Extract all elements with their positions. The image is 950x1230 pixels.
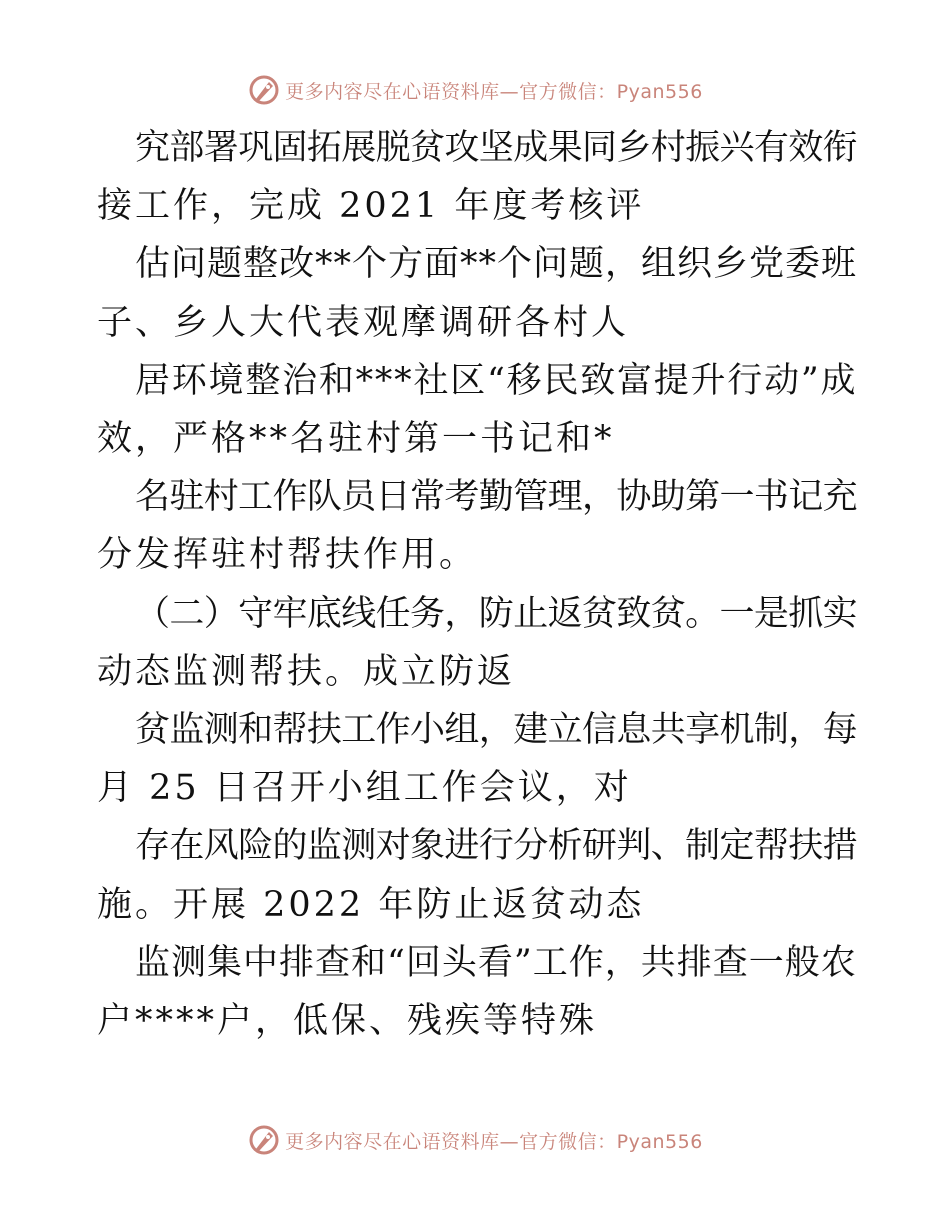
body-line: 名驻村工作队员日常考勤管理，协助第一书记充 [135, 477, 858, 518]
body-line: 分发挥驻村帮扶作用。 [97, 535, 478, 576]
body-line: 施。开展 2022 年防止返贫动态 [97, 884, 645, 925]
footer-watermark [0, 1120, 950, 1160]
body-line: 估问题整改**个方面**个问题，组织乡党委班 [135, 244, 858, 285]
body-line: 户****户，低保、残疾等特殊 [97, 1001, 598, 1041]
body-line: 接工作，完成 2021 年度考核评 [97, 186, 645, 227]
body-line: 子、乡人大代表观摩调研各村人 [97, 302, 630, 343]
watermark-text: 更多内容尽在心语资料库—官方微信：Pyan556 [285, 80, 703, 103]
header-watermark [0, 70, 950, 110]
body-line: 效，严格**名驻村第一书记和* [97, 419, 615, 459]
pen-nib-circle-icon [247, 73, 281, 107]
body-line: 存在风险的监测对象进行分析研判、制定帮扶措 [135, 826, 858, 867]
pen-nib-circle-icon [247, 1123, 281, 1157]
body-line: 究部署巩固拓展脱贫攻坚成果同乡村振兴有效衔 [135, 128, 858, 168]
body-line: 动态监测帮扶。成立防返 [97, 651, 516, 692]
watermark-text: 更多内容尽在心语资料库—官方微信：Pyan556 [285, 1130, 703, 1153]
body-line: 贫监测和帮扶工作小组，建立信息共享机制，每 [135, 710, 858, 750]
body-line: 居环境整治和***社区“移民致富提升行动”成 [135, 360, 858, 401]
body-line: （二）守牢底线任务，防止返贫致贫。一是抓实 [135, 593, 858, 634]
body-line: 月 25 日召开小组工作会议，对 [97, 768, 632, 809]
body-line: 监测集中排查和“回头看”工作，共排查一般农 [135, 942, 857, 983]
